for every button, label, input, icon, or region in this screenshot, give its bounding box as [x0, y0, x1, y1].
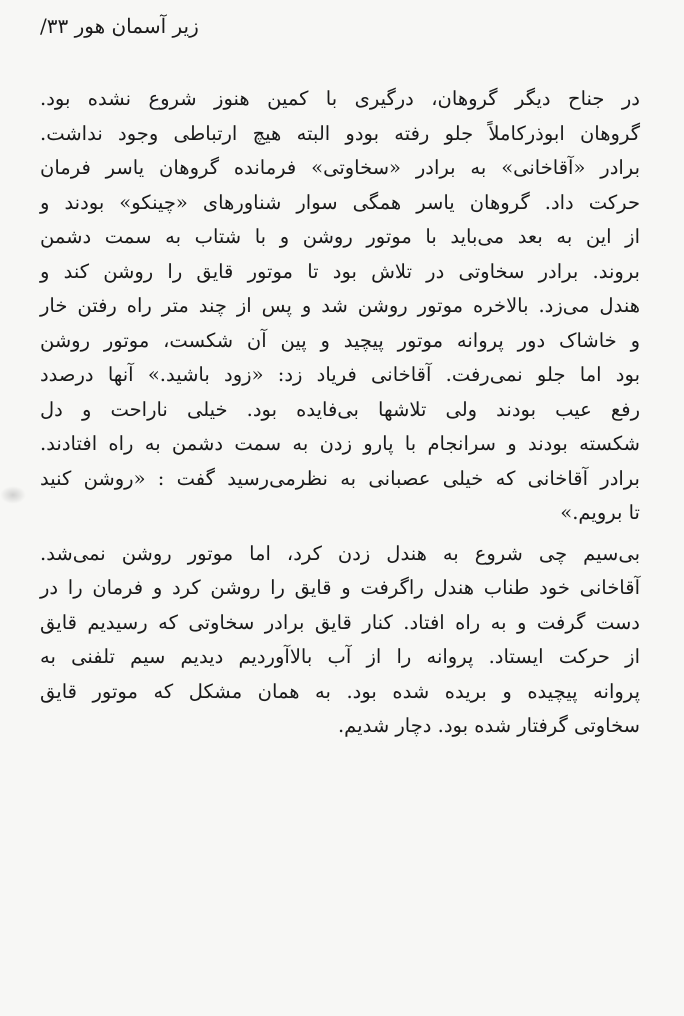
running-header — [40, 14, 199, 38]
text-line: آقاخانی خود طناب هندل راگرفت و قایق را روشن کرد و فرمان را در — [40, 576, 640, 599]
text-line: از این به بعد می‌باید با موتور روشن و با شتاب به سمت دشمن — [40, 225, 640, 248]
text-line: رفع عیب بودند ولی تلاشها بی‌فایده بود. خیلی ناراحت و دل — [40, 397, 640, 421]
scan-smudge — [0, 486, 26, 504]
paragraph-2 — [40, 151, 640, 531]
body-text — [40, 82, 640, 744]
paragraph-3 — [40, 537, 640, 744]
text-line: از حرکت ایستاد. پروانه را از آب بالاآوردیم دیدیم سیم تلفنی به — [40, 645, 640, 668]
text-line: تا برویم.» — [560, 501, 640, 524]
page-number: ۳۳/ — [40, 14, 69, 38]
text-line: هندل می‌زد. بالاخره موتور روشن شد و پس از چند متر راه رفتن خار — [40, 294, 640, 317]
text-line: سخاوتی گرفتار شده بود. دچار شدیم. — [337, 714, 640, 737]
text-line: شکسته بودند و سرانجام با پارو زدن به سمت دشمن به راه افتادند. — [40, 432, 640, 455]
text-line: بی‌سیم چی شروع به هندل زدن کرد، اما موتور روشن نمی‌شد. — [40, 541, 640, 565]
paragraph-1 — [40, 82, 640, 151]
text-line: دست گرفت و به راه افتاد. کنار قایق برادر سخاوتی که رسیدیم قایق — [40, 610, 640, 634]
text-line: در جناح دیگر گروهان، درگیری با کمین هنوز شروع نشده بود. — [40, 87, 640, 110]
text-line: گروهان ابوذرکاملاً جلو رفته بودو البته هیچ ارتباطی وجود نداشت. — [40, 121, 640, 145]
text-line: برادر آقاخانی که خیلی عصبانی به نظرمی‌رسید گفت : «روشن کنید — [40, 466, 640, 490]
text-line: بروند. برادر سخاوتی در تلاش بود تا موتور قایق را روشن کند و — [40, 259, 640, 283]
book-title: زیر آسمان هور — [74, 14, 199, 38]
text-line: حرکت داد. گروهان یاسر همگی سوار شناورهای «چینکو» بودند و — [40, 190, 640, 214]
text-line: پروانه پیچیده و بریده شده بود. به همان مشکل که موتور قایق — [40, 679, 640, 703]
text-line: برادر «آقاخانی» به برادر «سخاوتی» فرمانده گروهان یاسر فرمان — [40, 156, 640, 179]
text-line: بود اما جلو نمی‌رفت. آقاخانی فریاد زد: «زود باشید.» آنها درصدد — [40, 363, 640, 386]
text-line: و خاشاک دور پروانه موتور پیچید و پین آن شکست، موتور روشن — [40, 328, 640, 352]
